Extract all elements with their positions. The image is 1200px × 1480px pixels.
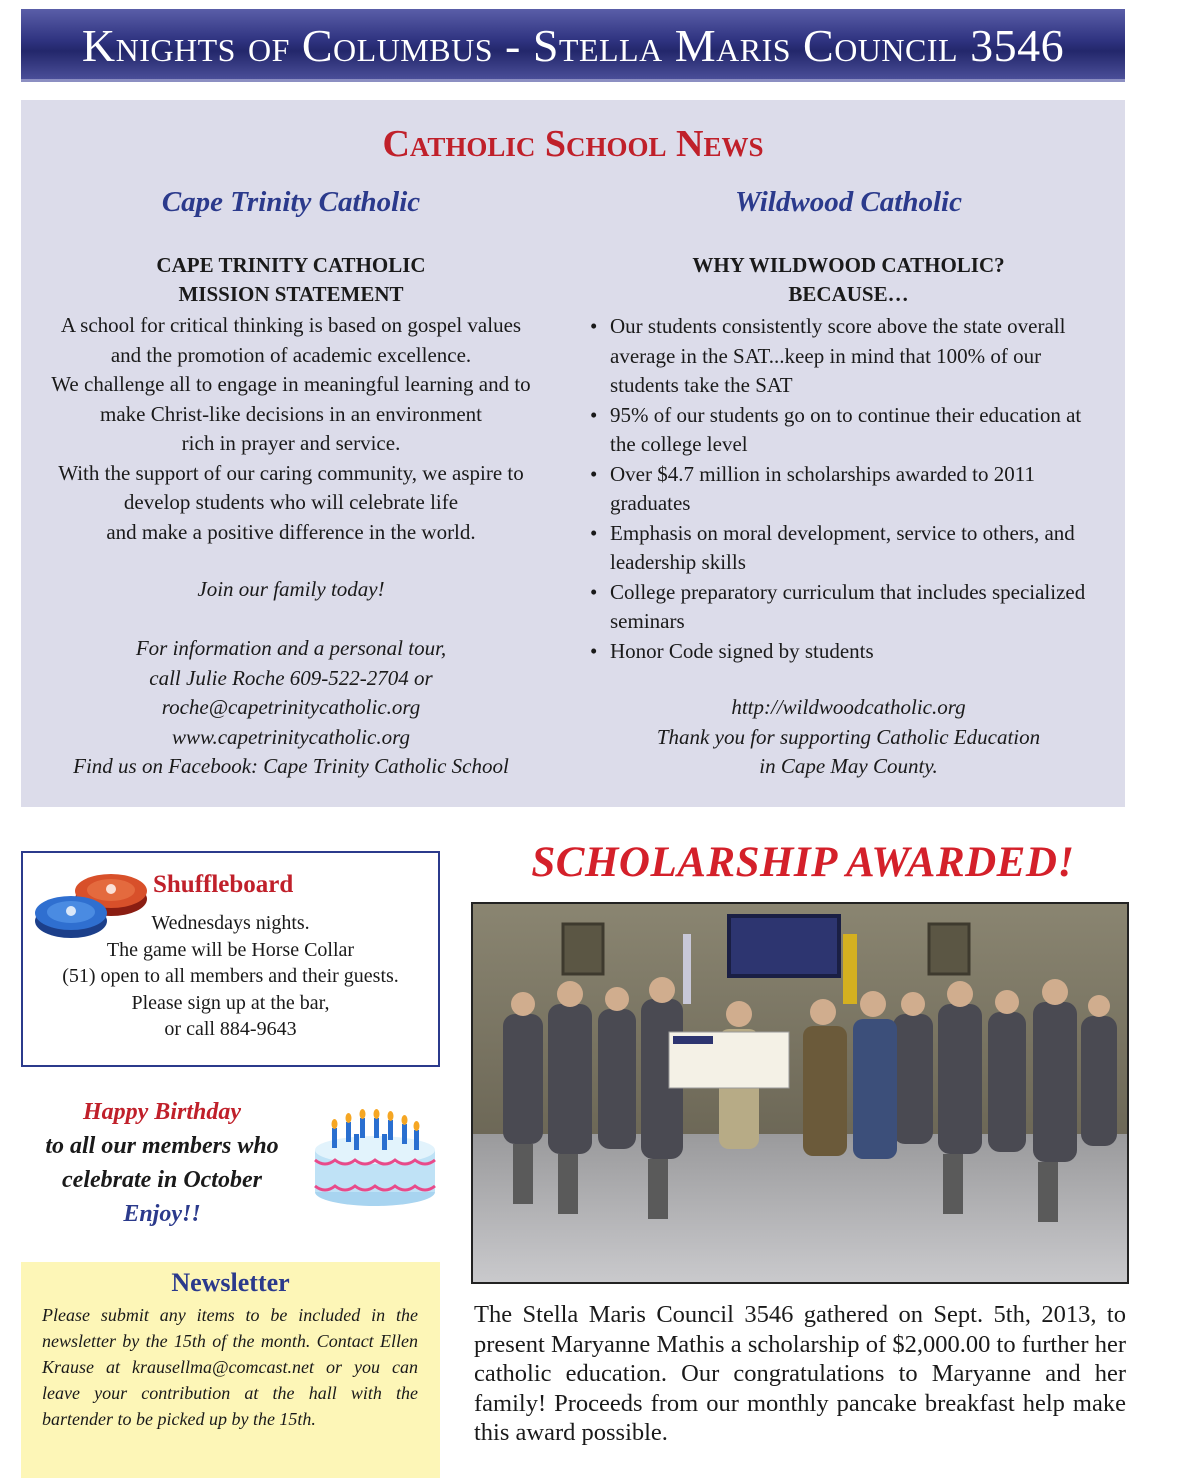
birthday-line: to all our members who [45,1133,279,1159]
shuffleboard-details [23,910,438,1043]
header-banner [21,9,1125,82]
shuffleboard-box [21,851,440,1067]
cape-trinity-heading: Cape Trinity Catholic [161,186,421,218]
school-news-panel [21,100,1125,807]
cape-trinity-subheading [21,251,561,309]
wildwood-heading: Wildwood Catholic [735,186,962,218]
subheading-line: BECAUSE… [788,282,909,306]
mission-line: develop students who will celebrate life [123,490,459,514]
list-item: • 95% of our students go on to continue their education at the college level [588,401,1111,460]
subheading-line: CAPE TRINITY CATHOLIC [156,253,426,277]
detail-line: Please sign up at the bar, [131,991,330,1014]
mission-line: make Christ-like decisions in an environment [100,401,482,426]
contact-line: For information and a personal tour, [135,636,447,660]
list-item: • Our students consistently score above the state overall average in the SAT...keep in mind that 100% of our students take the SAT [588,312,1111,401]
mission-line: and make a positive difference in the world. [106,519,476,544]
wildwood-column [576,100,1121,807]
mission-line: A school for critical thinking is based on gospel values [60,313,522,337]
subheading-line: WHY WILDWOOD CATHOLIC? [692,253,1005,277]
scholarship-text: The Stella Maris Council 3546 gathered on Sept. 5th, 2013, to present Maryanne Mathis a scholarship of $2,000.00 to further her catholic education. Our congratulations to Maryanne and her family! Proceeds from our monthly pancake breakfast help make this award possible. [474,1301,1126,1446]
list-item: • Emphasis on moral development, service to others, and leadership skills [588,519,1111,578]
detail-line: The game will be Horse Collar [106,938,355,961]
newsletter-box [21,1262,440,1478]
mission-line: We challenge all to engage in meaningful learning and to [51,372,531,396]
scholarship-title: SCHOLARSHIP AWARDED! [531,839,1075,886]
page-title: Knights of Columbus - Stella Maris Council 3546 [81,20,1065,71]
subheading-line: MISSION STATEMENT [178,282,404,306]
birthday-line: celebrate in October [62,1167,262,1193]
newsletter-text: Please submit any items to be included in the newsletter by the 15th of the month. Contact Ellen Krause at krausellma@comcast.net or you can leave your contribution at the hall with the bartender to be picked up by the 15th. [42,1305,418,1429]
list-item: • Honor Code signed by students [588,637,1111,667]
group-photo-image [473,904,1127,1282]
closing-line: Thank you for supporting Catholic Education [656,724,1041,749]
cape-trinity-contact [21,634,561,782]
detail-line: Wednesdays nights. [151,912,310,934]
shuffleboard-title: Shuffleboard [153,871,294,898]
website-link[interactable]: http://wildwoodcatholic.org [731,695,966,719]
birthday-line: Enjoy!! [123,1201,201,1227]
list-item: • Over $4.7 million in scholarships awarded to 2011 graduates [588,460,1111,519]
list-item: • College preparatory curriculum that includes specialized seminars [588,578,1111,637]
scholarship-group-photo [471,902,1129,1284]
join-family: Join our family today! [197,577,385,601]
school-news-title: Catholic School News [382,123,764,165]
detail-line: (51) open to all members and their guests. [62,965,399,987]
contact-line: Find us on Facebook: Cape Trinity Catholic School [73,754,509,778]
closing-line: in Cape May County. [759,754,938,778]
wildwood-subheading [576,251,1121,309]
birthday-message [12,1095,312,1231]
wildwood-reasons-list [588,312,1111,666]
contact-email-link[interactable]: roche@capetrinitycatholic.org [161,695,421,719]
newsletter-title: Newsletter [171,1268,290,1297]
birthday-line: Happy Birthday [82,1099,241,1125]
birthday-cake-icon [310,1100,440,1210]
mission-line: With the support of our caring community, we aspire to [58,460,524,485]
wildwood-closing [576,693,1121,782]
contact-line: call Julie Roche 609-522-2704 or [149,665,433,690]
website-link[interactable]: www.capetrinitycatholic.org [172,724,410,749]
cape-trinity-column [21,100,561,807]
mission-statement [21,311,561,547]
detail-line: or call 884-9643 [164,1018,297,1040]
mission-line: rich in prayer and service. [181,431,401,455]
mission-line: and the promotion of academic excellence. [110,342,472,367]
